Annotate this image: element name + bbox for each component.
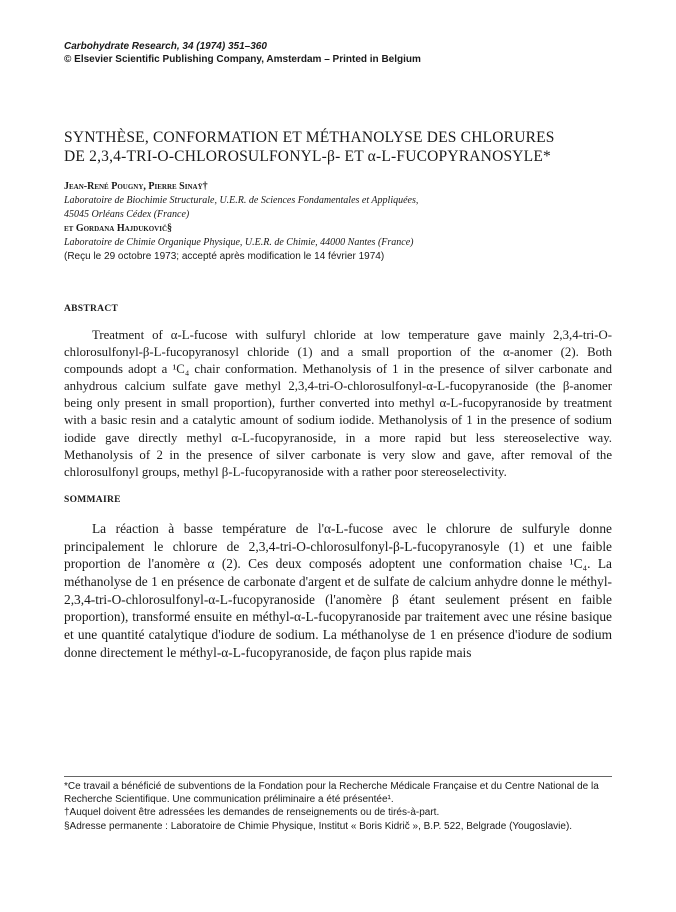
affiliation-first-city: 45045 Orléans Cédex (France): [64, 209, 190, 220]
footnote-correspondence: †Auquel doivent être adressées les demandes de renseignements ou de tirés-à-part.: [64, 807, 440, 819]
received-dates: (Reçu le 29 octobre 1973; accepté après modification le 14 février 1974): [64, 251, 385, 262]
footnotes: [64, 776, 612, 833]
journal-header: [64, 40, 612, 66]
paper-page: [64, 40, 612, 661]
footnote-address: §Adresse permanente : Laboratoire de Chimie Physique, Institut « Boris Kidrič », B.P. 522, Belgrade (Yougoslavie).: [64, 820, 573, 832]
abstract-body: Treatment of α-L-fucose with sulfuryl chloride at low temperature gave mainly 2,3,4-tri-O-chlorosulfonyl-β-L-fucopyranosyl chloride (1) and a small proportion of the α-anomer (2). Both compounds adopt a ¹C₄ chair conformation. Methanolysis of 1 in the presence of silver carbonate and anhydrous calcium sulfate gave methyl 2,3,4-tri-O-chlorosulfonyl-α-L-fucopyranoside (the β-anomer being only present in small proportion), further converted into methyl α-L-fucopyranoside by treatment with a basic resin and a catalytic amount of sodium iodide. Methanolysis of 1 in the presence of sodium iodide gave directly methyl α-L-fucopyranoside, in a more rapid but less stereoselective way. Methanolysis of 2 in the presence of silver carbonate is very slow and gave, after removal of the chlorosulfonyl groups, methyl β-L-fucopyranoside with a rather poor stereoselectivity.: [64, 328, 612, 479]
title-line-2: DE 2,3,4-TRI-O-CHLOROSULFONYL-β- ET α-L-FUCOPYRANOSYLE*: [64, 148, 551, 165]
authors-first: Jean-René Pougny, Pierre Sinaÿ†: [64, 181, 208, 192]
publisher-line: © Elsevier Scientific Publishing Company, Amsterdam – Printed in Belgium: [64, 54, 421, 65]
footnote-funding: *Ce travail a bénéficié de subventions de la Fondation pour la Recherche Médicale Française et du Centre National de la Recherche Scientifique. Une communication préliminaire a été présentée¹.: [64, 781, 599, 806]
authors-second: et Gordana Hajdukovič§: [64, 223, 173, 234]
sommaire-heading: SOMMAIRE: [64, 494, 121, 505]
article-title: [64, 128, 612, 166]
affiliation-second: Laboratoire de Chimie Organique Physique, U.E.R. de Chimie, 44000 Nantes (France): [64, 237, 414, 248]
affiliation-first: Laboratoire de Biochimie Structurale, U.E.R. de Sciences Fondamentales et Appliquées,: [64, 195, 419, 206]
journal-citation: Carbohydrate Research, 34 (1974) 351–360: [64, 41, 267, 52]
abstract-heading: ABSTRACT: [64, 304, 119, 314]
author-block: [64, 180, 612, 264]
title-line-1: SYNTHÈSE, CONFORMATION ET MÉTHANOLYSE DES CHLORURES: [64, 129, 555, 146]
sommaire-body: La réaction à basse température de l'α-L-fucose avec le chlorure de sulfuryle donne principalement le chlorure de 2,3,4-tri-O-chlorosulfonyl-β-L-fucopyranosyle (1) et une faible proportion de l'anomère α (2). Ces deux composés adoptent une conformation chaise ¹C₄. La méthanolyse de 1 en présence de carbonate d'argent et de sulfate de calcium anhydre donne le méthyl-2,3,4-tri-O-chlorosulfonyl-α-L-fucopyranoside (l'anomère β étant seulement présent en faible proportion), transformé ensuite en méthyl-α-L-fucopyranoside par traitement avec une résine basique et une quantité catalytique d'iodure de sodium. La méthanolyse de 1 en présence d'iodure de sodium donne directement le méthyl-α-L-fucopyranoside, de façon plus rapide mais: [64, 520, 612, 660]
